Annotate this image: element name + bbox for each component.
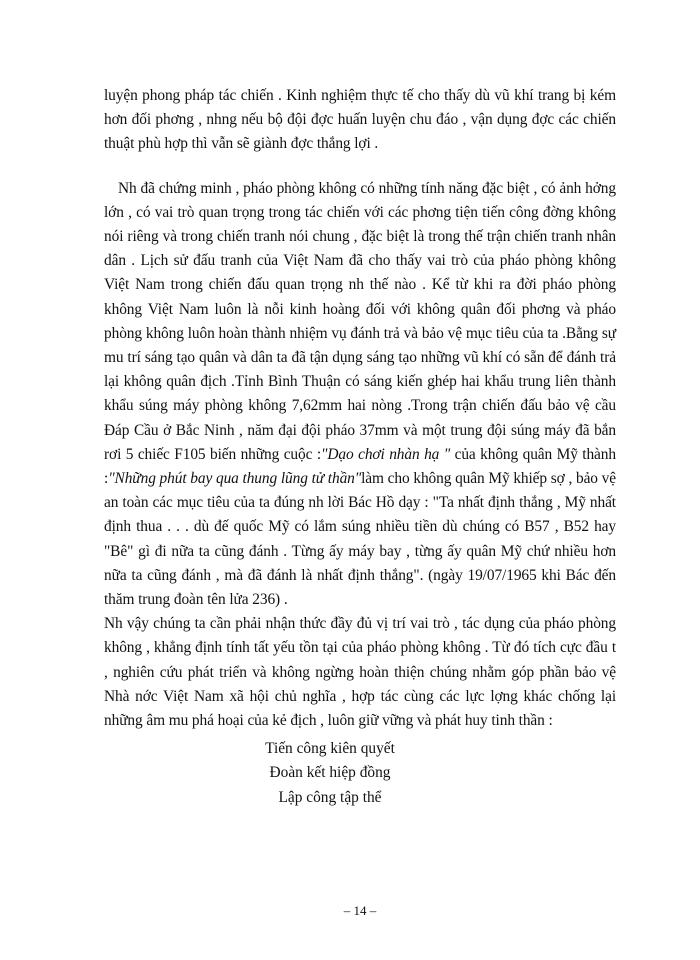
motto-line-3: Lập công tập thể	[278, 788, 382, 806]
paragraph-2-text-c: làm cho không quân Mỹ khiếp sợ , bảo vệ an toàn các mục tiêu của ta đúng nh lời Bác Hồ dạy : "Ta nhất định thắng , Mỹ nhất định thua . . . dù đế quốc Mỹ có lắm súng nhiều tiền dù chúng có B57 , B52 hay "Bê" gì đi nữa ta cũng đánh . Từng ấy máy bay , từng ấy quân Mỹ chứ nhiều hơn nữa ta cũng đánh , mà đã đánh là nhất định thắng". (ngày 19/07/1965 khi Bác đến thăm trung đoàn tên lửa 236) .	[104, 470, 616, 609]
paragraph-2-text-b: của không quân Mỹ thành :	[104, 445, 616, 488]
quote-dao-choi: "Dạo chơi nhàn hạ "	[321, 445, 451, 463]
page-number: – 14 –	[343, 903, 377, 918]
motto-line-2: Đoàn kết hiệp đồng	[269, 764, 391, 782]
motto-line-1: Tiến công kiên quyết	[265, 740, 395, 758]
paragraph-2	[104, 177, 616, 613]
paragraph-3: Nh vậy chúng ta cần phải nhận thức đầy đủ vị trí vai trò , tác dụng của pháo phòng không , khẳng định tính tất yếu tồn tại của pháo phòng không . Từ đó tích cực đầu t , nghiên cứu phát triển và không ngừng hoàn thiện chúng nhằm góp phần bảo vệ Nhà nớc Việt Nam xã hội chủ nghĩa , hợp tác cùng các lực lợng khác chống lại những âm mu phá hoại của kẻ địch , luôn giữ vững và phát huy tinh thần :	[104, 615, 616, 730]
closing-motto	[104, 737, 616, 810]
paragraph-2-text-a: Nh đã chứng minh , pháo phòng không có những tính năng đặc biệt , có ảnh hởng lớn , có vai trò quan trọng trong tác chiến với các phơng tiện tiến công đờng không nói riêng và trong chiến tranh nói chung , đặc biệt là trong thế trận chiến tranh nhân dân . Lịch sử đấu tranh của Việt Nam đã cho thấy vai trò của pháo phòng không Việt Nam trong chiến đấu quan trọng nh thế nào . Kể từ khi ra đời pháo phòng không Việt Nam luôn là nỗi kinh hoàng đối với không quân đối phơng và pháo phòng không luôn hoàn thành nhiệm vụ đánh trả và bảo vệ mục tiêu của ta .Bằng sự mu trí sáng tạo quân và dân ta đã tận dụng sáng tạo những vũ khí có sẵn để đánh trả lại không quân địch .Tỉnh Bình Thuận có sáng kiến ghép hai khẩu trung liên thành khẩu súng máy phòng không 7,62mm hai nòng .Trong trận chiến đấu bảo vệ cầu Đáp Cầu ở Bắc Ninh , năm đại đội pháo 37mm và một trung đội súng máy đã bắn rơi 5 chiếc F105 biến những cuộc :	[104, 179, 616, 463]
paragraph-1: luyện phong pháp tác chiến . Kinh nghiệm thực tế cho thấy dù vũ khí trang bị kém hơn đối phơng , nhng nếu bộ đội đợc huấn luyện chu đáo , vận dụng đợc các chiến thuật phù hợp thì vẫn sẽ giành đợc thắng lợi .	[104, 87, 616, 153]
quote-nhung-phut-bay: "Những phút bay qua thung lũng tử thần"	[108, 470, 362, 488]
